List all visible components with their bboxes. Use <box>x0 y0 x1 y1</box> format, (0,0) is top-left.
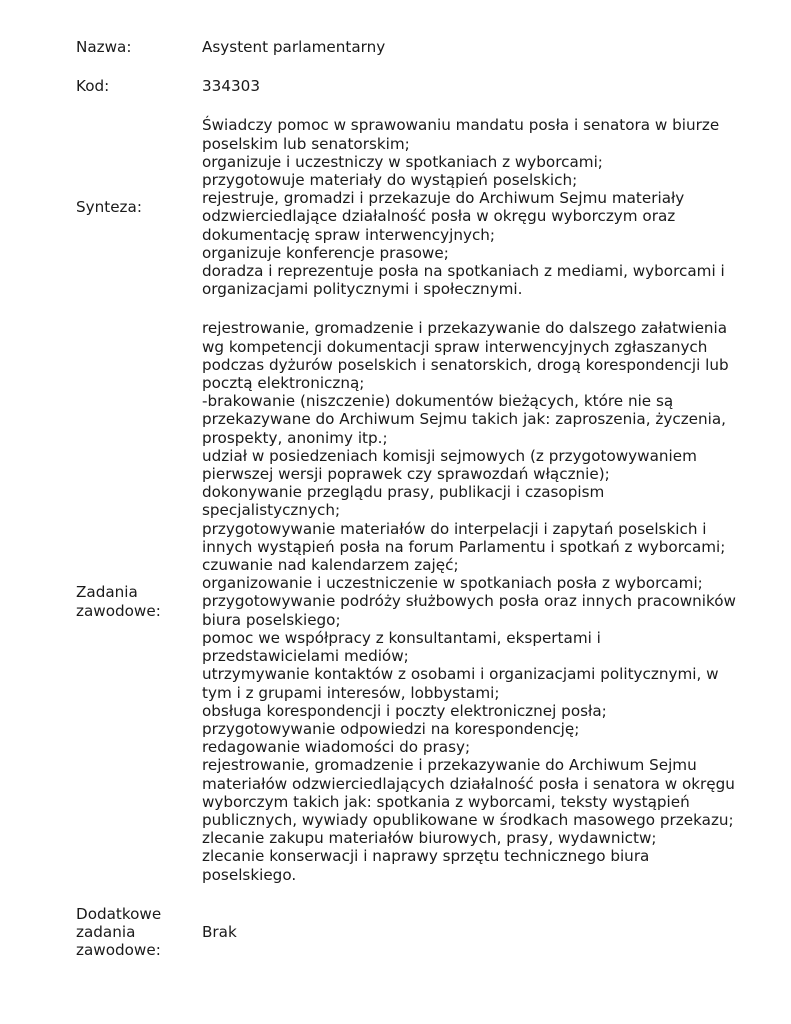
zadania-line: pomoc we współpracy z konsultantami, ekspertami i <box>202 628 601 647</box>
synteza-line: rejestruje, gromadzi i przekazuje do Archiwum Sejmu materiały <box>202 189 685 208</box>
field-zadania-label <box>76 583 202 619</box>
field-name-row <box>76 38 776 56</box>
zadania-line: rejestrowanie, gromadzenie i przekazywanie do Archiwum Sejmu <box>202 756 697 775</box>
zadania-line: zlecanie zakupu materiałów biurowych, prasy, wydawnictw; <box>202 829 657 848</box>
synteza-line: poselskim lub senatorskim; <box>202 134 410 153</box>
zadania-line: pierwszej wersji poprawek czy sprawozdań włącznie); <box>202 465 610 484</box>
zadania-line: pocztą elektroniczną; <box>202 374 365 393</box>
zadania-line: podczas dyżurów poselskich i senatorskich, drogą korespondencji lub <box>202 355 729 374</box>
field-code-value: 334303 <box>202 77 260 96</box>
synteza-line: organizacjami politycznymi i społecznymi. <box>202 280 523 299</box>
zadania-line: materiałów odzwierciedlających działalność posła i senatora w okręgu <box>202 774 735 793</box>
zadania-line: poselskiego. <box>202 865 297 884</box>
field-name-value: Asystent parlamentarny <box>202 38 386 56</box>
zadania-line: czuwanie nad kalendarzem zajęć; <box>202 556 459 575</box>
zadania-label-line: Zadania <box>76 583 138 602</box>
zadania-line: utrzymywanie kontaktów z osobami i organizacjami politycznymi, w <box>202 665 719 684</box>
field-zadania-row <box>76 319 776 883</box>
zadania-line: przygotowywanie materiałów do interpelacji i zapytań poselskich i <box>202 519 707 538</box>
field-code-label: Kod: <box>76 77 110 96</box>
field-code-row <box>76 77 776 95</box>
zadania-line: obsługa korespondencji i poczty elektronicznej posła; <box>202 701 607 720</box>
synteza-line: organizuje konferencje prasowe; <box>202 243 449 262</box>
dodatkowe-label-line: Dodatkowe <box>76 904 162 923</box>
synteza-line: przygotowuje materiały do wystąpień poselskich; <box>202 171 578 190</box>
field-dodatkowe-value: Brak <box>202 922 237 941</box>
zadania-line: -brakowanie (niszczenie) dokumentów bieżących, które nie są <box>202 392 674 411</box>
synteza-line: odzwierciedlające działalność posła w okręgu wyborczym oraz <box>202 207 676 226</box>
synteza-line: doradza i reprezentuje posła na spotkaniach z mediami, wyborcami i <box>202 262 725 281</box>
dodatkowe-label-line: zawodowe: <box>76 941 161 960</box>
field-zadania-value <box>202 319 776 883</box>
zadania-line: tym i z grupami interesów, lobbystami; <box>202 683 500 702</box>
zadania-line: przygotowywanie odpowiedzi na korespondencję; <box>202 719 580 738</box>
zadania-line: rejestrowanie, gromadzenie i przekazywanie do dalszego załatwienia <box>202 319 728 338</box>
zadania-line: specjalistycznych; <box>202 501 341 520</box>
zadania-line: przekazywane do Archiwum Sejmu takich jak: zaproszenia, życzenia, <box>202 410 727 429</box>
field-synteza-value <box>202 116 776 298</box>
field-name-label: Nazwa: <box>76 38 132 56</box>
zadania-line: redagowanie wiadomości do prasy; <box>202 738 471 757</box>
zadania-line: biura poselskiego; <box>202 610 341 629</box>
zadania-line: innych wystąpień posła na forum Parlamentu i spotkań z wyborcami; <box>202 537 726 556</box>
zadania-line: wg kompetencji dokumentacji spraw interwencyjnych zgłaszanych <box>202 337 708 356</box>
field-synteza-label: Synteza: <box>76 198 142 217</box>
zadania-line: prospekty, anonimy itp.; <box>202 428 388 447</box>
field-dodatkowe-label <box>76 905 202 960</box>
zadania-line: zlecanie konserwacji i naprawy sprzętu technicznego biura <box>202 847 650 866</box>
zadania-line: przedstawicielami mediów; <box>202 647 409 666</box>
synteza-line: Świadczy pomoc w sprawowaniu mandatu posła i senatora w biurze <box>202 116 720 135</box>
zadania-line: przygotowywanie podróży służbowych posła oraz innych pracowników <box>202 592 736 611</box>
zadania-line: dokonywanie przeglądu prasy, publikacji i czasopism <box>202 483 605 502</box>
dodatkowe-label-line: zadania <box>76 922 136 941</box>
field-dodatkowe-row <box>76 905 776 960</box>
zadania-label-line: zawodowe: <box>76 601 161 620</box>
zadania-line: organizowanie i uczestniczenie w spotkaniach posła z wyborcami; <box>202 574 703 593</box>
zadania-line: publicznych, wywiady opublikowane w środkach masowego przekazu; <box>202 810 734 829</box>
zadania-line: udział w posiedzeniach komisji sejmowych (z przygotowywaniem <box>202 446 697 465</box>
synteza-line: dokumentację spraw interwencyjnych; <box>202 225 496 244</box>
synteza-line: organizuje i uczestniczy w spotkaniach z wyborcami; <box>202 152 603 171</box>
zadania-line: wyborczym takich jak: spotkania z wyborcami, teksty wystąpień <box>202 792 690 811</box>
field-synteza-row <box>76 116 776 298</box>
document <box>76 38 776 959</box>
